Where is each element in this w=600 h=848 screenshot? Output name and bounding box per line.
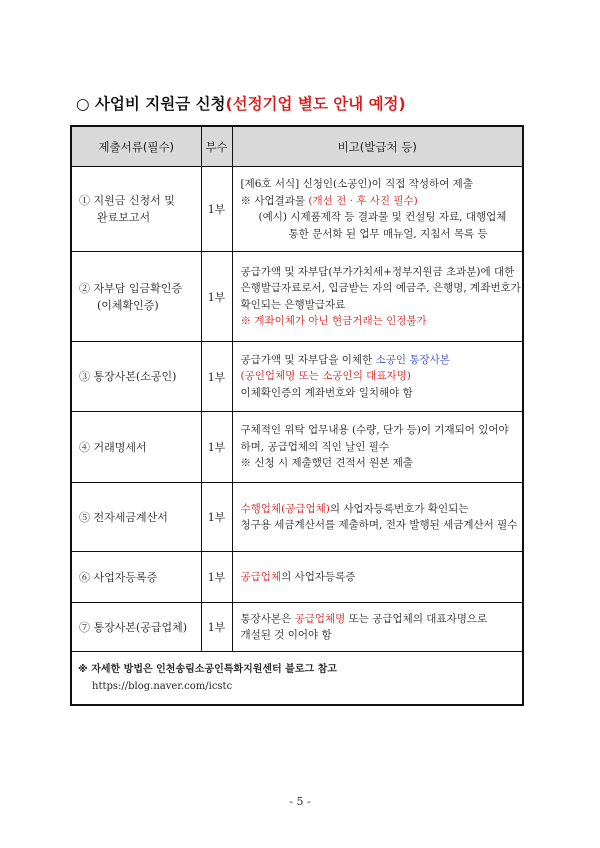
copies-count: 1부: [201, 412, 232, 483]
note-cell: [71, 652, 523, 706]
copies-count: 1부: [201, 252, 232, 342]
table-row: [71, 483, 523, 552]
note-title: ※ 자세한 방법은 인천송림소공인특화지원센터 블로그 참고: [78, 664, 337, 675]
header-copies: 부수: [201, 126, 232, 167]
remarks-cell: 구체적인 위탁 업무내용 (수량, 단가 등)이 기재되어 있어야 하며, 공급업체의 직인 날인 필수 ※ 신청 시 제출했던 견적서 원본 제출: [232, 412, 523, 483]
table-row: [71, 552, 523, 603]
note-row: [71, 652, 523, 706]
document-name: ① 지원금 신청서 및 완료보고서: [71, 167, 201, 252]
remarks-cell: 통장사본은 공급업체명 또는 공급업체의 대표자명으로 개설된 것 이어야 함: [232, 603, 523, 652]
heading-title: 사업비 지원금 신청: [94, 95, 226, 113]
copies-count: 1부: [201, 603, 232, 652]
table-row: [71, 603, 523, 652]
required-documents-table: [70, 125, 524, 706]
header-remarks: 비고(발급처 등): [232, 126, 523, 167]
table-header-row: [71, 126, 523, 167]
remarks-cell: 수행업체(공급업체)의 사업자등록번호가 확인되는 청구용 세금계산서를 제출하며, 전자 발행된 세금계산서 필수: [232, 483, 523, 552]
remarks-cell: 공급업체의 사업자등록증: [232, 552, 523, 603]
document-name: ③ 통장사본(소공인): [71, 342, 201, 412]
document-name: ④ 거래명세서: [71, 412, 201, 483]
header-documents: 제출서류(필수): [71, 126, 201, 167]
copies-count: 1부: [201, 552, 232, 603]
copies-count: 1부: [201, 342, 232, 412]
document-name: ⑥ 사업자등록증: [71, 552, 201, 603]
table-row: [71, 167, 523, 252]
blog-link[interactable]: https://blog.naver.com/icstc: [92, 681, 233, 692]
page-number: - 5 -: [289, 795, 311, 808]
document-name: ⑦ 통장사본(공급업체): [71, 603, 201, 652]
table-row: [71, 412, 523, 483]
heading-note: (선정기업 별도 안내 예정): [225, 95, 406, 113]
copies-count: 1부: [201, 483, 232, 552]
remarks-cell: 공급가액 및 자부담을 이체한 소공인 통장사본 (공인업체명 또는 소공인의 대표자명) 이체확인증의 계좌번호와 일치해야 함: [232, 342, 523, 412]
circle-marker: ○: [76, 95, 90, 113]
remarks-cell: 공급가액 및 자부담(부가가치세+정부지원금 초과분)에 대한 은행발급자료로서, 입금받는 자의 예금주, 은행명, 계좌번호가 확인되는 은행발급자료 ※ 계좌이체가 아닌 현금거래는 인정불가: [232, 252, 523, 342]
section-heading: [76, 92, 406, 114]
copies-count: 1부: [201, 167, 232, 252]
remarks-cell: [제6호 서식] 신청인(소공인)이 직접 작성하여 제출 ※ 사업결과물 (개선 전 · 후 사진 필수) (예시) 시제품제작 등 결과물 및 컨설팅 자료, 대행업체 통한 문서화 된 업무 매뉴얼, 지침서 목록 등: [232, 167, 523, 252]
document-name: ⑤ 전자세금계산서: [71, 483, 201, 552]
table-row: [71, 342, 523, 412]
document-name: ② 자부담 입금확인증 (이체확인증): [71, 252, 201, 342]
table-row: [71, 252, 523, 342]
